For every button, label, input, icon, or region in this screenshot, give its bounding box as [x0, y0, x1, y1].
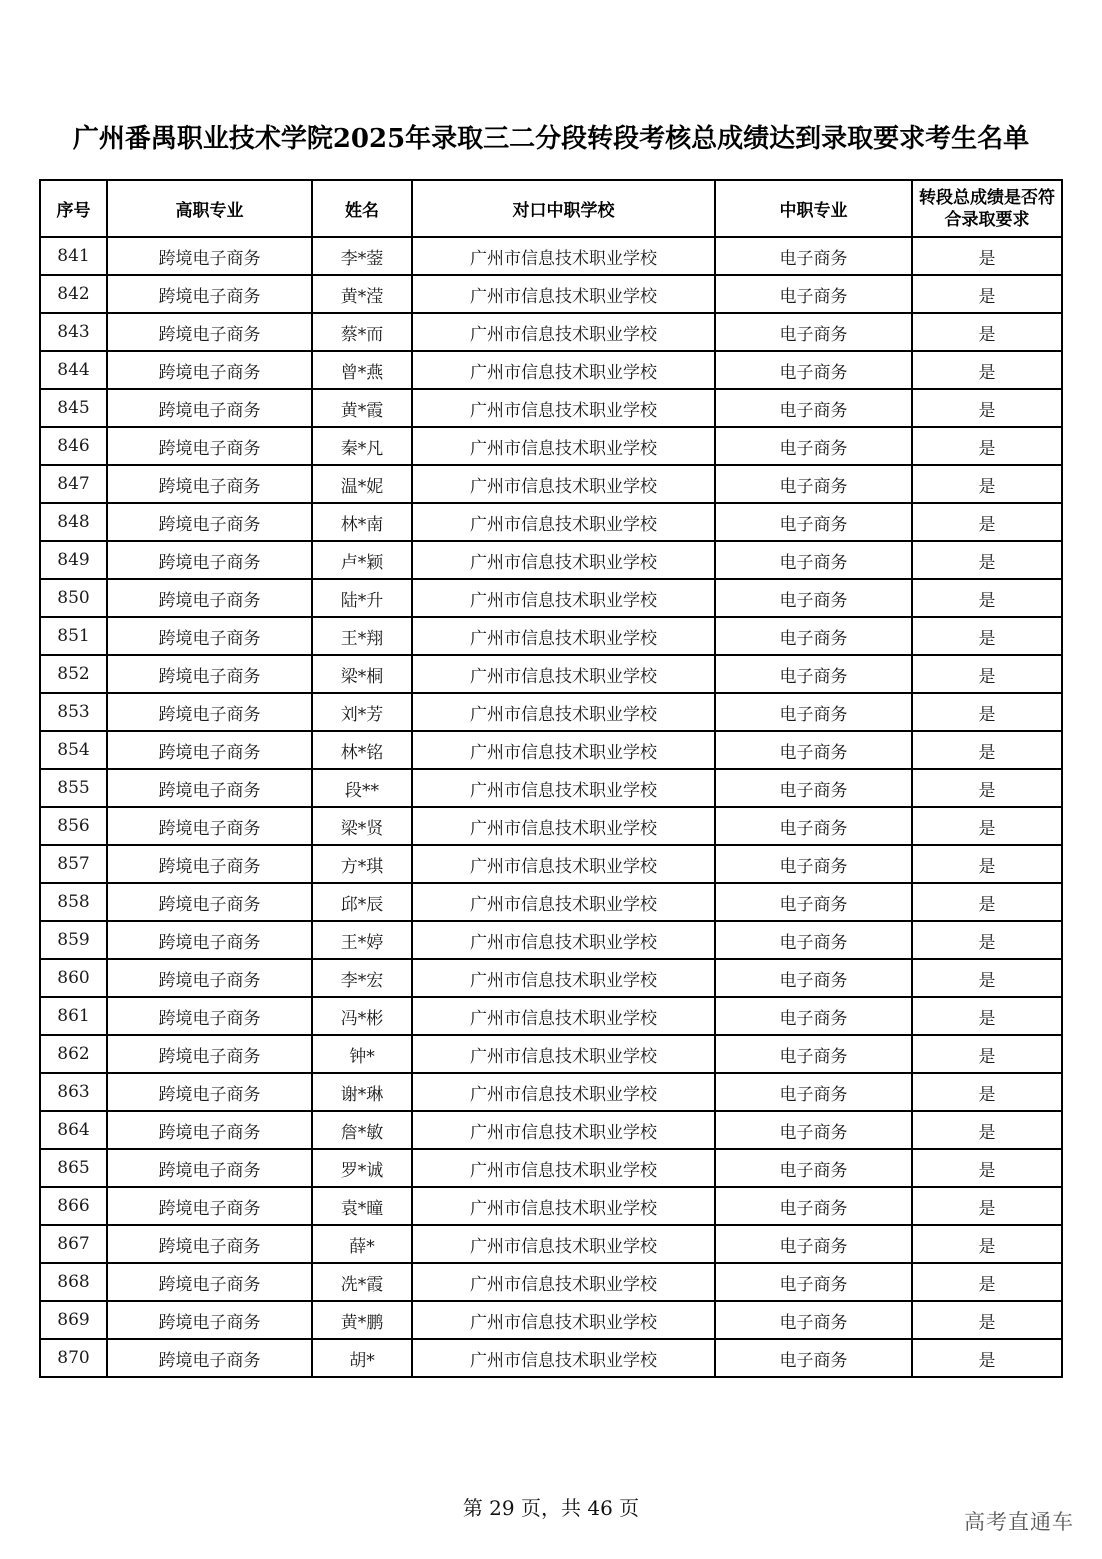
- cell-secondary-school: 广州市信息技术职业学校: [412, 427, 715, 465]
- table-header-row: [40, 180, 1062, 237]
- cell-secondary-school: 广州市信息技术职业学校: [412, 313, 715, 351]
- cell-secondary-major: 电子商务: [715, 1073, 912, 1111]
- cell-college-major: 跨境电子商务: [107, 845, 312, 883]
- page-footer: 第 29 页，共 46 页: [462, 1496, 640, 1520]
- cell-meets-requirement: 是: [912, 807, 1062, 845]
- cell-secondary-school: 广州市信息技术职业学校: [412, 237, 715, 275]
- cell-college-major: 跨境电子商务: [107, 427, 312, 465]
- cell-index: 857: [40, 845, 107, 883]
- cell-secondary-school: 广州市信息技术职业学校: [412, 1339, 715, 1377]
- table-row: [40, 1149, 1062, 1187]
- cell-index: 842: [40, 275, 107, 313]
- cell-secondary-major: 电子商务: [715, 1301, 912, 1339]
- cell-secondary-major: 电子商务: [715, 1339, 912, 1377]
- table-row: [40, 389, 1062, 427]
- table-row: [40, 731, 1062, 769]
- cell-secondary-major: 电子商务: [715, 959, 912, 997]
- table-row: [40, 617, 1062, 655]
- cell-meets-requirement: 是: [912, 351, 1062, 389]
- table-row: [40, 237, 1062, 275]
- cell-secondary-major: 电子商务: [715, 237, 912, 275]
- document-title: 广州番禺职业技术学院2025年录取三二分段转段考核总成绩达到录取要求考生名单: [72, 124, 1030, 154]
- cell-index: 851: [40, 617, 107, 655]
- cell-index: 858: [40, 883, 107, 921]
- cell-college-major: 跨境电子商务: [107, 959, 312, 997]
- cell-name: 袁*曈: [312, 1187, 412, 1225]
- cell-secondary-school: 广州市信息技术职业学校: [412, 883, 715, 921]
- cell-name: 李*蓥: [312, 237, 412, 275]
- cell-name: 邱*辰: [312, 883, 412, 921]
- cell-secondary-major: 电子商务: [715, 1225, 912, 1263]
- cell-meets-requirement: 是: [912, 427, 1062, 465]
- cell-name: 王*婷: [312, 921, 412, 959]
- cell-meets-requirement: 是: [912, 693, 1062, 731]
- cell-name: 卢*颖: [312, 541, 412, 579]
- table-row: [40, 769, 1062, 807]
- cell-name: 黄*霞: [312, 389, 412, 427]
- cell-secondary-major: 电子商务: [715, 351, 912, 389]
- cell-secondary-major: 电子商务: [715, 275, 912, 313]
- cell-college-major: 跨境电子商务: [107, 541, 312, 579]
- cell-name: 钟*: [312, 1035, 412, 1073]
- cell-index: 854: [40, 731, 107, 769]
- cell-index: 869: [40, 1301, 107, 1339]
- cell-name: 陆*升: [312, 579, 412, 617]
- cell-secondary-school: 广州市信息技术职业学校: [412, 389, 715, 427]
- table-row: [40, 465, 1062, 503]
- cell-college-major: 跨境电子商务: [107, 693, 312, 731]
- cell-meets-requirement: 是: [912, 1187, 1062, 1225]
- cell-secondary-major: 电子商务: [715, 845, 912, 883]
- cell-index: 847: [40, 465, 107, 503]
- cell-name: 蔡*而: [312, 313, 412, 351]
- cell-index: 864: [40, 1111, 107, 1149]
- cell-meets-requirement: 是: [912, 1111, 1062, 1149]
- cell-secondary-major: 电子商务: [715, 731, 912, 769]
- cell-meets-requirement: 是: [912, 1339, 1062, 1377]
- cell-secondary-school: 广州市信息技术职业学校: [412, 807, 715, 845]
- cell-name: 薛*: [312, 1225, 412, 1263]
- table-row: [40, 351, 1062, 389]
- table-row: [40, 503, 1062, 541]
- column-header-index: 序号: [40, 180, 107, 237]
- cell-college-major: 跨境电子商务: [107, 1263, 312, 1301]
- admission-table: [39, 179, 1063, 1378]
- cell-secondary-school: 广州市信息技术职业学校: [412, 769, 715, 807]
- cell-secondary-school: 广州市信息技术职业学校: [412, 845, 715, 883]
- cell-index: 852: [40, 655, 107, 693]
- cell-college-major: 跨境电子商务: [107, 1225, 312, 1263]
- cell-name: 曾*燕: [312, 351, 412, 389]
- cell-secondary-school: 广州市信息技术职业学校: [412, 655, 715, 693]
- cell-meets-requirement: 是: [912, 313, 1062, 351]
- table-body: [40, 237, 1062, 1377]
- cell-college-major: 跨境电子商务: [107, 997, 312, 1035]
- cell-secondary-major: 电子商务: [715, 693, 912, 731]
- cell-college-major: 跨境电子商务: [107, 731, 312, 769]
- cell-college-major: 跨境电子商务: [107, 503, 312, 541]
- cell-college-major: 跨境电子商务: [107, 883, 312, 921]
- cell-meets-requirement: 是: [912, 921, 1062, 959]
- cell-college-major: 跨境电子商务: [107, 275, 312, 313]
- cell-meets-requirement: 是: [912, 731, 1062, 769]
- cell-index: 853: [40, 693, 107, 731]
- cell-secondary-school: 广州市信息技术职业学校: [412, 465, 715, 503]
- table-row: [40, 1263, 1062, 1301]
- table-row: [40, 1111, 1062, 1149]
- cell-index: 861: [40, 997, 107, 1035]
- cell-meets-requirement: 是: [912, 275, 1062, 313]
- cell-secondary-major: 电子商务: [715, 883, 912, 921]
- cell-secondary-school: 广州市信息技术职业学校: [412, 541, 715, 579]
- column-header-secondary-major: 中职专业: [715, 180, 912, 237]
- cell-name: 温*妮: [312, 465, 412, 503]
- watermark-text: 高考直通车: [964, 1510, 1074, 1534]
- cell-meets-requirement: 是: [912, 883, 1062, 921]
- cell-secondary-school: 广州市信息技术职业学校: [412, 1263, 715, 1301]
- cell-college-major: 跨境电子商务: [107, 655, 312, 693]
- cell-secondary-major: 电子商务: [715, 921, 912, 959]
- cell-index: 862: [40, 1035, 107, 1073]
- cell-name: 秦*凡: [312, 427, 412, 465]
- cell-college-major: 跨境电子商务: [107, 579, 312, 617]
- cell-name: 方*琪: [312, 845, 412, 883]
- table-row: [40, 1301, 1062, 1339]
- cell-meets-requirement: 是: [912, 1073, 1062, 1111]
- table-row: [40, 1187, 1062, 1225]
- cell-meets-requirement: 是: [912, 503, 1062, 541]
- cell-college-major: 跨境电子商务: [107, 1187, 312, 1225]
- column-header-secondary-school: 对口中职学校: [412, 180, 715, 237]
- cell-secondary-school: 广州市信息技术职业学校: [412, 1301, 715, 1339]
- cell-meets-requirement: 是: [912, 769, 1062, 807]
- table-row: [40, 693, 1062, 731]
- cell-name: 冯*彬: [312, 997, 412, 1035]
- cell-college-major: 跨境电子商务: [107, 1339, 312, 1377]
- cell-college-major: 跨境电子商务: [107, 1073, 312, 1111]
- cell-index: 843: [40, 313, 107, 351]
- cell-secondary-school: 广州市信息技术职业学校: [412, 1035, 715, 1073]
- cell-secondary-school: 广州市信息技术职业学校: [412, 693, 715, 731]
- table-row: [40, 921, 1062, 959]
- table-row: [40, 1339, 1062, 1377]
- cell-secondary-major: 电子商务: [715, 503, 912, 541]
- cell-secondary-school: 广州市信息技术职业学校: [412, 1073, 715, 1111]
- cell-name: 梁*贤: [312, 807, 412, 845]
- cell-index: 866: [40, 1187, 107, 1225]
- table-row: [40, 313, 1062, 351]
- cell-secondary-major: 电子商务: [715, 1187, 912, 1225]
- cell-meets-requirement: 是: [912, 465, 1062, 503]
- cell-secondary-school: 广州市信息技术职业学校: [412, 1149, 715, 1187]
- cell-college-major: 跨境电子商务: [107, 921, 312, 959]
- cell-secondary-major: 电子商务: [715, 427, 912, 465]
- table-row: [40, 807, 1062, 845]
- cell-name: 罗*诚: [312, 1149, 412, 1187]
- cell-index: 863: [40, 1073, 107, 1111]
- cell-index: 855: [40, 769, 107, 807]
- table-row: [40, 1035, 1062, 1073]
- cell-index: 865: [40, 1149, 107, 1187]
- cell-index: 867: [40, 1225, 107, 1263]
- table-row: [40, 845, 1062, 883]
- cell-secondary-major: 电子商务: [715, 465, 912, 503]
- cell-index: 848: [40, 503, 107, 541]
- table-row: [40, 655, 1062, 693]
- cell-secondary-major: 电子商务: [715, 313, 912, 351]
- cell-meets-requirement: 是: [912, 997, 1062, 1035]
- cell-meets-requirement: 是: [912, 655, 1062, 693]
- cell-meets-requirement: 是: [912, 1149, 1062, 1187]
- cell-meets-requirement: 是: [912, 959, 1062, 997]
- cell-secondary-school: 广州市信息技术职业学校: [412, 1225, 715, 1263]
- cell-secondary-school: 广州市信息技术职业学校: [412, 275, 715, 313]
- cell-meets-requirement: 是: [912, 1263, 1062, 1301]
- cell-meets-requirement: 是: [912, 1225, 1062, 1263]
- column-header-name: 姓名: [312, 180, 412, 237]
- cell-index: 868: [40, 1263, 107, 1301]
- cell-meets-requirement: 是: [912, 541, 1062, 579]
- table-row: [40, 541, 1062, 579]
- cell-secondary-school: 广州市信息技术职业学校: [412, 731, 715, 769]
- table-row: [40, 997, 1062, 1035]
- cell-meets-requirement: 是: [912, 845, 1062, 883]
- cell-meets-requirement: 是: [912, 1035, 1062, 1073]
- cell-name: 刘*芳: [312, 693, 412, 731]
- cell-college-major: 跨境电子商务: [107, 351, 312, 389]
- cell-secondary-major: 电子商务: [715, 617, 912, 655]
- cell-secondary-school: 广州市信息技术职业学校: [412, 1111, 715, 1149]
- cell-name: 林*铭: [312, 731, 412, 769]
- cell-name: 王*翔: [312, 617, 412, 655]
- cell-meets-requirement: 是: [912, 617, 1062, 655]
- cell-college-major: 跨境电子商务: [107, 465, 312, 503]
- cell-name: 林*南: [312, 503, 412, 541]
- cell-name: 李*宏: [312, 959, 412, 997]
- cell-secondary-school: 广州市信息技术职业学校: [412, 959, 715, 997]
- table-row: [40, 959, 1062, 997]
- cell-index: 859: [40, 921, 107, 959]
- cell-college-major: 跨境电子商务: [107, 617, 312, 655]
- table-row: [40, 1073, 1062, 1111]
- cell-college-major: 跨境电子商务: [107, 769, 312, 807]
- cell-secondary-school: 广州市信息技术职业学校: [412, 579, 715, 617]
- table-row: [40, 275, 1062, 313]
- cell-college-major: 跨境电子商务: [107, 1111, 312, 1149]
- cell-secondary-major: 电子商务: [715, 389, 912, 427]
- cell-name: 段**: [312, 769, 412, 807]
- cell-meets-requirement: 是: [912, 579, 1062, 617]
- cell-name: 胡*: [312, 1339, 412, 1377]
- table-row: [40, 883, 1062, 921]
- cell-secondary-major: 电子商务: [715, 541, 912, 579]
- cell-college-major: 跨境电子商务: [107, 807, 312, 845]
- cell-college-major: 跨境电子商务: [107, 1035, 312, 1073]
- table-row: [40, 427, 1062, 465]
- column-header-college-major: 高职专业: [107, 180, 312, 237]
- cell-secondary-school: 广州市信息技术职业学校: [412, 921, 715, 959]
- table-row: [40, 579, 1062, 617]
- cell-secondary-school: 广州市信息技术职业学校: [412, 997, 715, 1035]
- cell-secondary-major: 电子商务: [715, 1149, 912, 1187]
- cell-secondary-school: 广州市信息技术职业学校: [412, 503, 715, 541]
- cell-meets-requirement: 是: [912, 389, 1062, 427]
- cell-name: 詹*敏: [312, 1111, 412, 1149]
- cell-index: 845: [40, 389, 107, 427]
- cell-college-major: 跨境电子商务: [107, 313, 312, 351]
- column-header-meets-requirement: 转段总成绩是否符合录取要求: [912, 180, 1062, 237]
- cell-index: 849: [40, 541, 107, 579]
- cell-name: 冼*霞: [312, 1263, 412, 1301]
- cell-index: 860: [40, 959, 107, 997]
- cell-meets-requirement: 是: [912, 237, 1062, 275]
- cell-college-major: 跨境电子商务: [107, 1149, 312, 1187]
- cell-name: 谢*琳: [312, 1073, 412, 1111]
- cell-secondary-major: 电子商务: [715, 769, 912, 807]
- cell-secondary-major: 电子商务: [715, 1111, 912, 1149]
- cell-index: 856: [40, 807, 107, 845]
- cell-meets-requirement: 是: [912, 1301, 1062, 1339]
- cell-index: 870: [40, 1339, 107, 1377]
- cell-secondary-school: 广州市信息技术职业学校: [412, 617, 715, 655]
- cell-college-major: 跨境电子商务: [107, 389, 312, 427]
- cell-secondary-major: 电子商务: [715, 1263, 912, 1301]
- cell-secondary-major: 电子商务: [715, 1035, 912, 1073]
- cell-secondary-major: 电子商务: [715, 807, 912, 845]
- table-row: [40, 1225, 1062, 1263]
- cell-secondary-major: 电子商务: [715, 997, 912, 1035]
- cell-index: 841: [40, 237, 107, 275]
- cell-secondary-school: 广州市信息技术职业学校: [412, 1187, 715, 1225]
- cell-index: 846: [40, 427, 107, 465]
- cell-college-major: 跨境电子商务: [107, 1301, 312, 1339]
- cell-secondary-major: 电子商务: [715, 655, 912, 693]
- cell-college-major: 跨境电子商务: [107, 237, 312, 275]
- cell-secondary-major: 电子商务: [715, 579, 912, 617]
- cell-name: 黄*鹏: [312, 1301, 412, 1339]
- cell-name: 黄*滢: [312, 275, 412, 313]
- cell-index: 844: [40, 351, 107, 389]
- cell-secondary-school: 广州市信息技术职业学校: [412, 351, 715, 389]
- cell-index: 850: [40, 579, 107, 617]
- cell-name: 梁*桐: [312, 655, 412, 693]
